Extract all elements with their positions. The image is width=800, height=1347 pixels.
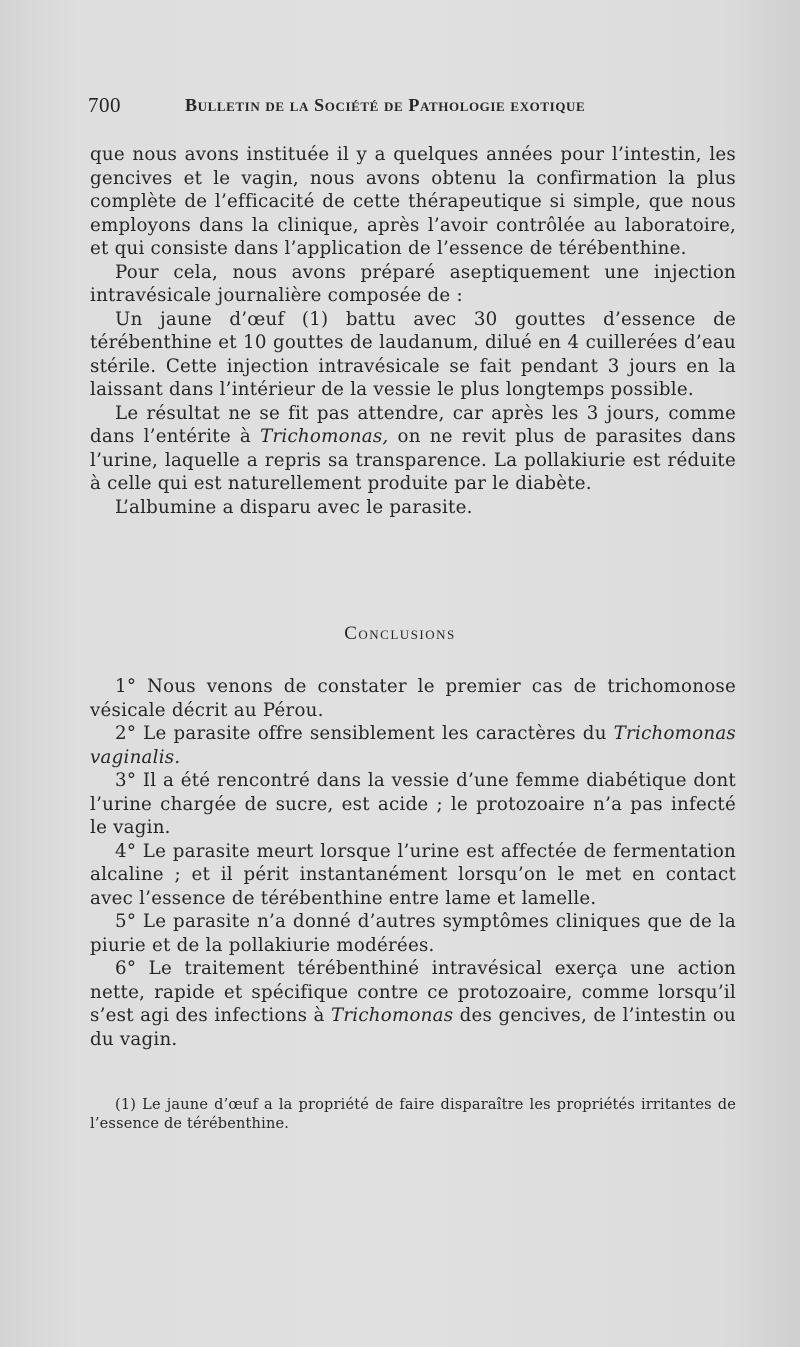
conclusion-6-start: 6° Le traitement térébenthiné intravésical exerça une action nette, rapide et spécifique contre ce protozoaire, comme lorsqu’il s’est agi des infections à: [90, 958, 736, 1026]
paragraph-3: Un jaune d’œuf (1) battu avec 30 gouttes d’essence de térébenthine et 10 gouttes de laudanum, dilué en 4 cuillerées d’eau stérile. Cette injection intravésicale se fait pendant 3 jours en la laissant dans l’intérieur de la vessie le plus longtemps possible.: [90, 308, 736, 400]
conclusion-2-start: 2° Le parasite offre sensiblement les caractères du: [115, 723, 614, 744]
paragraph-5: L’albumine a disparu avec le parasite.: [115, 496, 473, 518]
conclusion-5: 5° Le parasite n’a donné d’autres symptômes cliniques que de la piurie et de la pollakiurie modérées.: [90, 911, 736, 956]
journal-title: Bulletin de la Société de Pathologie exotique: [185, 95, 586, 115]
paragraph-4-start: Le résultat ne se fit pas attendre, car après les 3 jours, comme dans l’entérite à: [90, 402, 736, 447]
paragraph-4: [90, 402, 736, 496]
conclusions-list: [90, 675, 736, 1051]
conclusion-3: 3° Il a été rencontré dans la vessie d’une femme diabétique dont l’urine chargée de sucre, est acide ; le protozoaire n’a pas infecté le vagin.: [90, 770, 736, 838]
conclusion-4: 4° Le parasite meurt lorsque l’urine est affectée de fermentation alcaline ; et il périt instantanément lorsqu’on le met en contact avec l’essence de térébenthine entre lame et lamelle.: [90, 840, 736, 909]
genus-name-italic: Trichomonas,: [260, 426, 389, 447]
conclusion-6-end: des gencives, de l’intestin ou du vagin.: [90, 1005, 736, 1050]
paragraph-2: Pour cela, nous avons préparé aseptiquement une injection intravésicale journalière composée de :: [90, 261, 736, 306]
footnote: [90, 1096, 736, 1134]
conclusion-2: [90, 722, 736, 769]
body-text: [90, 143, 736, 519]
page-number: 700: [88, 93, 121, 117]
paragraph-1: que nous avons instituée il y a quelques années pour l’intestin, les gencives et le vagin, nous avons obtenu la confirmation la plus complète de l’efficacité de cette thérapeutique si simple, que nous employons dans la clinique, après l’avoir contrôlée au laboratoire, et qui consiste dans l’application de l’essence de térébenthine.: [90, 144, 736, 259]
genus-name-italic-2: Trichomonas: [330, 1005, 454, 1026]
footnote-text: (1) Le jaune d’œuf a la propriété de faire disparaître les propriétés irritantes de l’essence de térébenthine.: [90, 1097, 736, 1132]
conclusion-1: 1° Nous venons de constater le premier cas de trichomonose vésicale décrit au Pérou.: [90, 676, 736, 721]
paragraph-4-end: on ne revit plus de parasites dans l’urine, laquelle a repris sa transparence. La pollakiurie est réduite à celle qui est naturellement produite par le diabète.: [90, 426, 737, 494]
section-heading-conclusions: Conclusions: [344, 623, 456, 644]
conclusion-6: [90, 957, 736, 1051]
species-name-italic: Trichomonas vaginalis.: [90, 723, 736, 768]
